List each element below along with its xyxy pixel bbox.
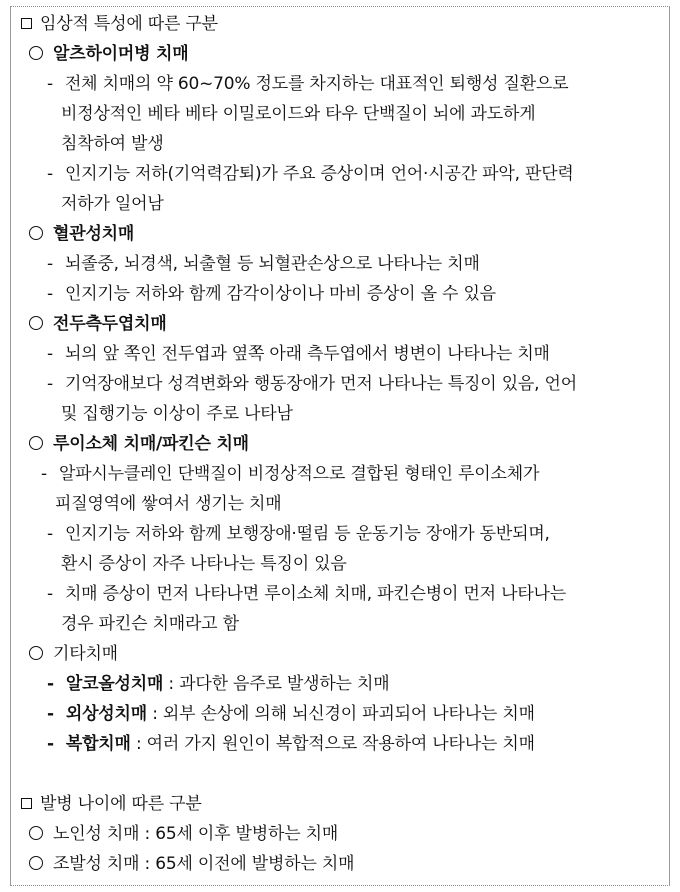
dash-marker: - bbox=[47, 524, 53, 544]
dash-marker: - bbox=[41, 464, 47, 484]
dash-marker: - bbox=[47, 734, 54, 754]
list-item-continuation: 및 집행기능 이상이 주로 나타남 bbox=[61, 404, 293, 424]
list-item: - 인지기능 저하(기억력감퇴)가 주요 증상이며 언어·시공간 파악, 판단력 bbox=[47, 164, 574, 184]
group-title-other: 기타치매 bbox=[29, 639, 118, 669]
group-title-frontotemporal: 전두측두엽치매 bbox=[29, 309, 167, 339]
dash-marker: - bbox=[47, 74, 53, 94]
dash-marker: - bbox=[47, 254, 53, 274]
dash-marker: - bbox=[47, 374, 53, 394]
list-item: - 인지기능 저하와 함께 감각이상이나 마비 증상이 올 수 있음 bbox=[47, 284, 496, 304]
dash-marker: - bbox=[47, 344, 53, 364]
circle-bullet-icon bbox=[29, 436, 43, 450]
dash-marker: - bbox=[47, 674, 54, 694]
dash-marker: - bbox=[47, 584, 53, 604]
list-item: - 알파시누클레인 단백질이 비정상적으로 결합된 형태인 루이소체가 bbox=[41, 464, 540, 484]
list-item: - 기억장애보다 성격변화와 행동장애가 먼저 나타나는 특징이 있음, 언어 bbox=[47, 374, 578, 394]
list-item: - 인지기능 저하와 함께 보행장애·떨림 등 운동기능 장애가 동반되며, bbox=[47, 524, 550, 544]
list-item-continuation: 침착하여 발생 bbox=[61, 134, 164, 154]
circle-bullet-icon bbox=[29, 826, 43, 840]
list-item: - 뇌졸중, 뇌경색, 뇌출혈 등 뇌혈관손상으로 나타나는 치매 bbox=[47, 254, 480, 274]
circle-bullet-icon bbox=[29, 226, 43, 240]
section-heading: 발병 나이에 따른 구분 bbox=[21, 789, 202, 819]
list-item-continuation: 환시 증상이 자주 나타나는 특징이 있음 bbox=[61, 554, 347, 574]
circle-bullet-icon bbox=[29, 46, 43, 60]
content-frame bbox=[10, 6, 670, 886]
square-bullet-icon bbox=[21, 798, 32, 809]
group-title-vascular: 혈관성치매 bbox=[29, 219, 134, 249]
group-title-lewy-parkinson: 루이소체 치매/파킨슨 치매 bbox=[29, 429, 249, 459]
dash-marker: - bbox=[47, 164, 53, 184]
list-item-continuation: 경우 파킨슨 치매라고 함 bbox=[61, 614, 239, 634]
list-item: - 알코올성치매 : 과다한 음주로 발생하는 치매 bbox=[47, 674, 390, 694]
list-item: - 복합치매 : 여러 가지 원인이 복합적으로 작용하여 나타나는 치매 bbox=[47, 734, 535, 754]
circle-bullet-icon bbox=[29, 646, 43, 660]
list-item-continuation: 피질영역에 쌓여서 생기는 치매 bbox=[55, 494, 282, 514]
list-item: - 치매 증상이 먼저 나타나면 루이소체 치매, 파킨슨병이 먼저 나타나는 bbox=[47, 584, 566, 604]
list-item: - 외상성치매 : 외부 손상에 의해 뇌신경이 파괴되어 나타나는 치매 bbox=[47, 704, 535, 724]
group-title-senile: 노인성 치매 : 65세 이후 발병하는 치매 bbox=[29, 819, 338, 849]
dash-marker: - bbox=[47, 704, 54, 724]
dash-marker: - bbox=[47, 284, 53, 304]
circle-bullet-icon bbox=[29, 316, 43, 330]
square-bullet-icon bbox=[21, 18, 32, 29]
circle-bullet-icon bbox=[29, 856, 43, 870]
group-title-early-onset: 조발성 치매 : 65세 이전에 발병하는 치매 bbox=[29, 849, 354, 879]
list-item: - 전체 치매의 약 60~70% 정도를 차지하는 대표적인 퇴행성 질환으로 bbox=[47, 74, 569, 94]
group-title-alzheimer: 알츠하이머병 치매 bbox=[29, 39, 189, 69]
list-item-continuation: 비정상적인 베타 베타 이밀로이드와 타우 단백질이 뇌에 과도하게 bbox=[61, 104, 536, 124]
list-item: - 뇌의 앞 쪽인 전두엽과 옆쪽 아래 측두엽에서 병변이 나타나는 치매 bbox=[47, 344, 550, 364]
list-item-continuation: 저하가 일어남 bbox=[61, 194, 164, 214]
section-heading: 임상적 특성에 따른 구분 bbox=[21, 9, 218, 39]
